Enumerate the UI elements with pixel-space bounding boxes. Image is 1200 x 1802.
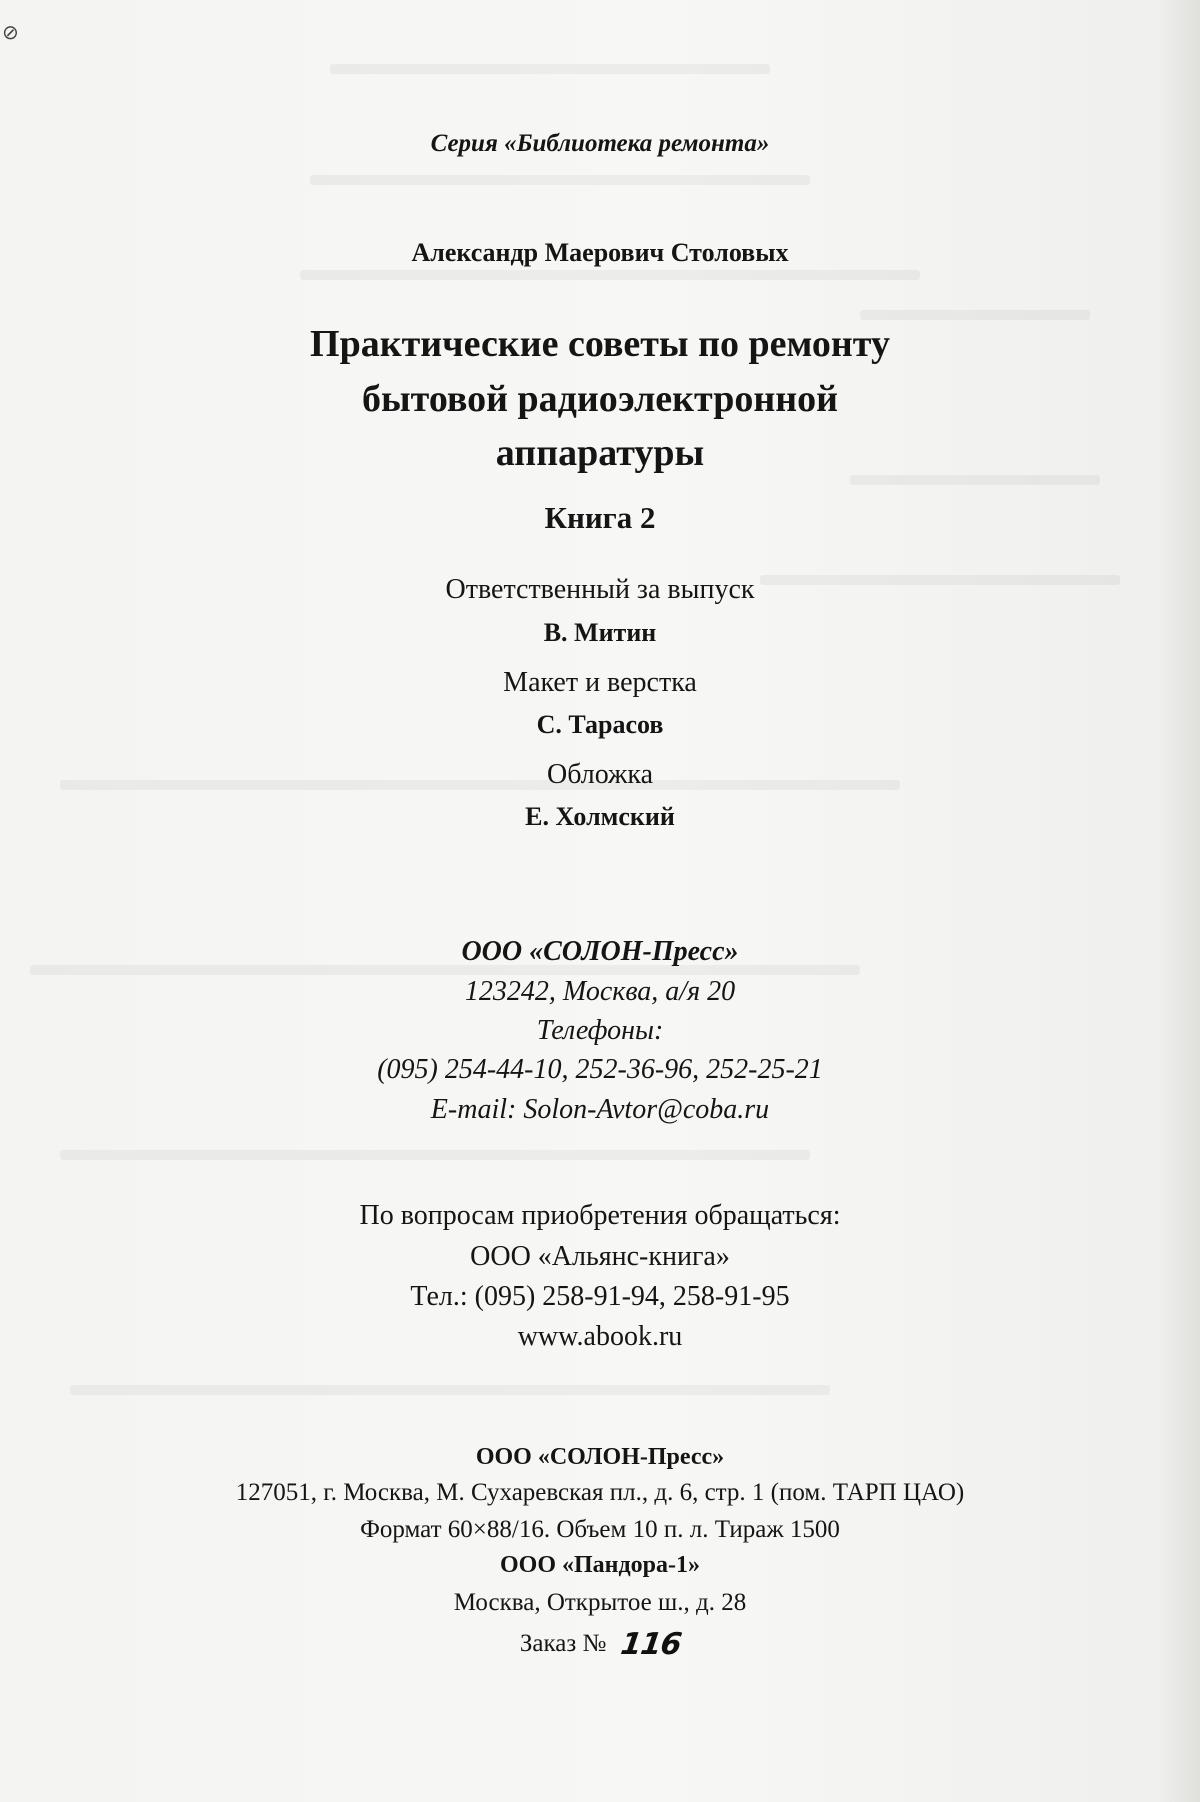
bleed-through-line <box>860 310 1090 320</box>
bleed-through-line <box>300 270 920 280</box>
purchase-phones: Тел.: (095) 258-91-94, 258-91-95 <box>410 1281 790 1312</box>
imprint-publisher-address: 127051, г. Москва, М. Сухаревская пл., д. 6, стр. 1 (пом. ТАРП ЦАО) <box>235 1479 965 1506</box>
imprint-printer-address: Москва, Открытое ш., д. 28 <box>453 1589 747 1616</box>
purchase-website: www.abook.ru <box>517 1321 683 1352</box>
order-label: Заказ № <box>519 1630 607 1657</box>
book-number: Книга 2 <box>544 500 656 535</box>
layout-label: Макет и верстка <box>503 667 697 698</box>
imprint-format: Формат 60×88/16. Объем 10 п. л. Тираж 1500 <box>360 1516 840 1543</box>
bleed-through-line <box>330 64 770 74</box>
imprint-order <box>0 1624 1200 1662</box>
author-name: Александр Маерович Столовых <box>411 238 789 267</box>
editor-name: В. Митин <box>543 618 657 647</box>
cover-label: Обложка <box>547 759 653 790</box>
cover-name: Е. Холмский <box>525 802 675 831</box>
editor-label: Ответственный за выпуск <box>445 574 755 605</box>
bleed-through-line <box>60 1150 810 1160</box>
purchase-company: ООО «Альянс-книга» <box>470 1241 730 1272</box>
publisher-phones: (095) 254-44-10, 252-36-96, 252-25-21 <box>377 1054 823 1085</box>
book-title-line-1: Практические советы по ремонту <box>310 323 890 365</box>
bleed-through-line <box>310 175 810 185</box>
imprint-publisher: ООО «СОЛОН-Пресс» <box>475 1444 725 1470</box>
series-title: Серия «Библиотека ремонта» <box>430 130 770 157</box>
publisher-address: 123242, Москва, а/я 20 <box>464 976 736 1007</box>
layout-name: С. Тарасов <box>536 710 664 739</box>
bleed-through-line <box>850 475 1100 485</box>
publisher-phones-label: Телефоны: <box>536 1015 664 1046</box>
publisher-email: E-mail: Solon-Avtor@coba.ru <box>430 1094 770 1125</box>
corner-mark-icon: ⊘ <box>2 20 19 44</box>
publisher-name: ООО «СОЛОН-Пресс» <box>461 936 739 967</box>
purchase-intro: По вопросам приобретения обращаться: <box>359 1200 841 1231</box>
book-title-line-2: бытовой радиоэлектронной <box>361 378 839 420</box>
bleed-through-line <box>70 1385 830 1395</box>
order-number: 116 <box>618 1627 683 1662</box>
imprint-printer: ООО «Пандора-1» <box>500 1552 700 1578</box>
book-title-line-3: аппаратуры <box>495 432 705 474</box>
